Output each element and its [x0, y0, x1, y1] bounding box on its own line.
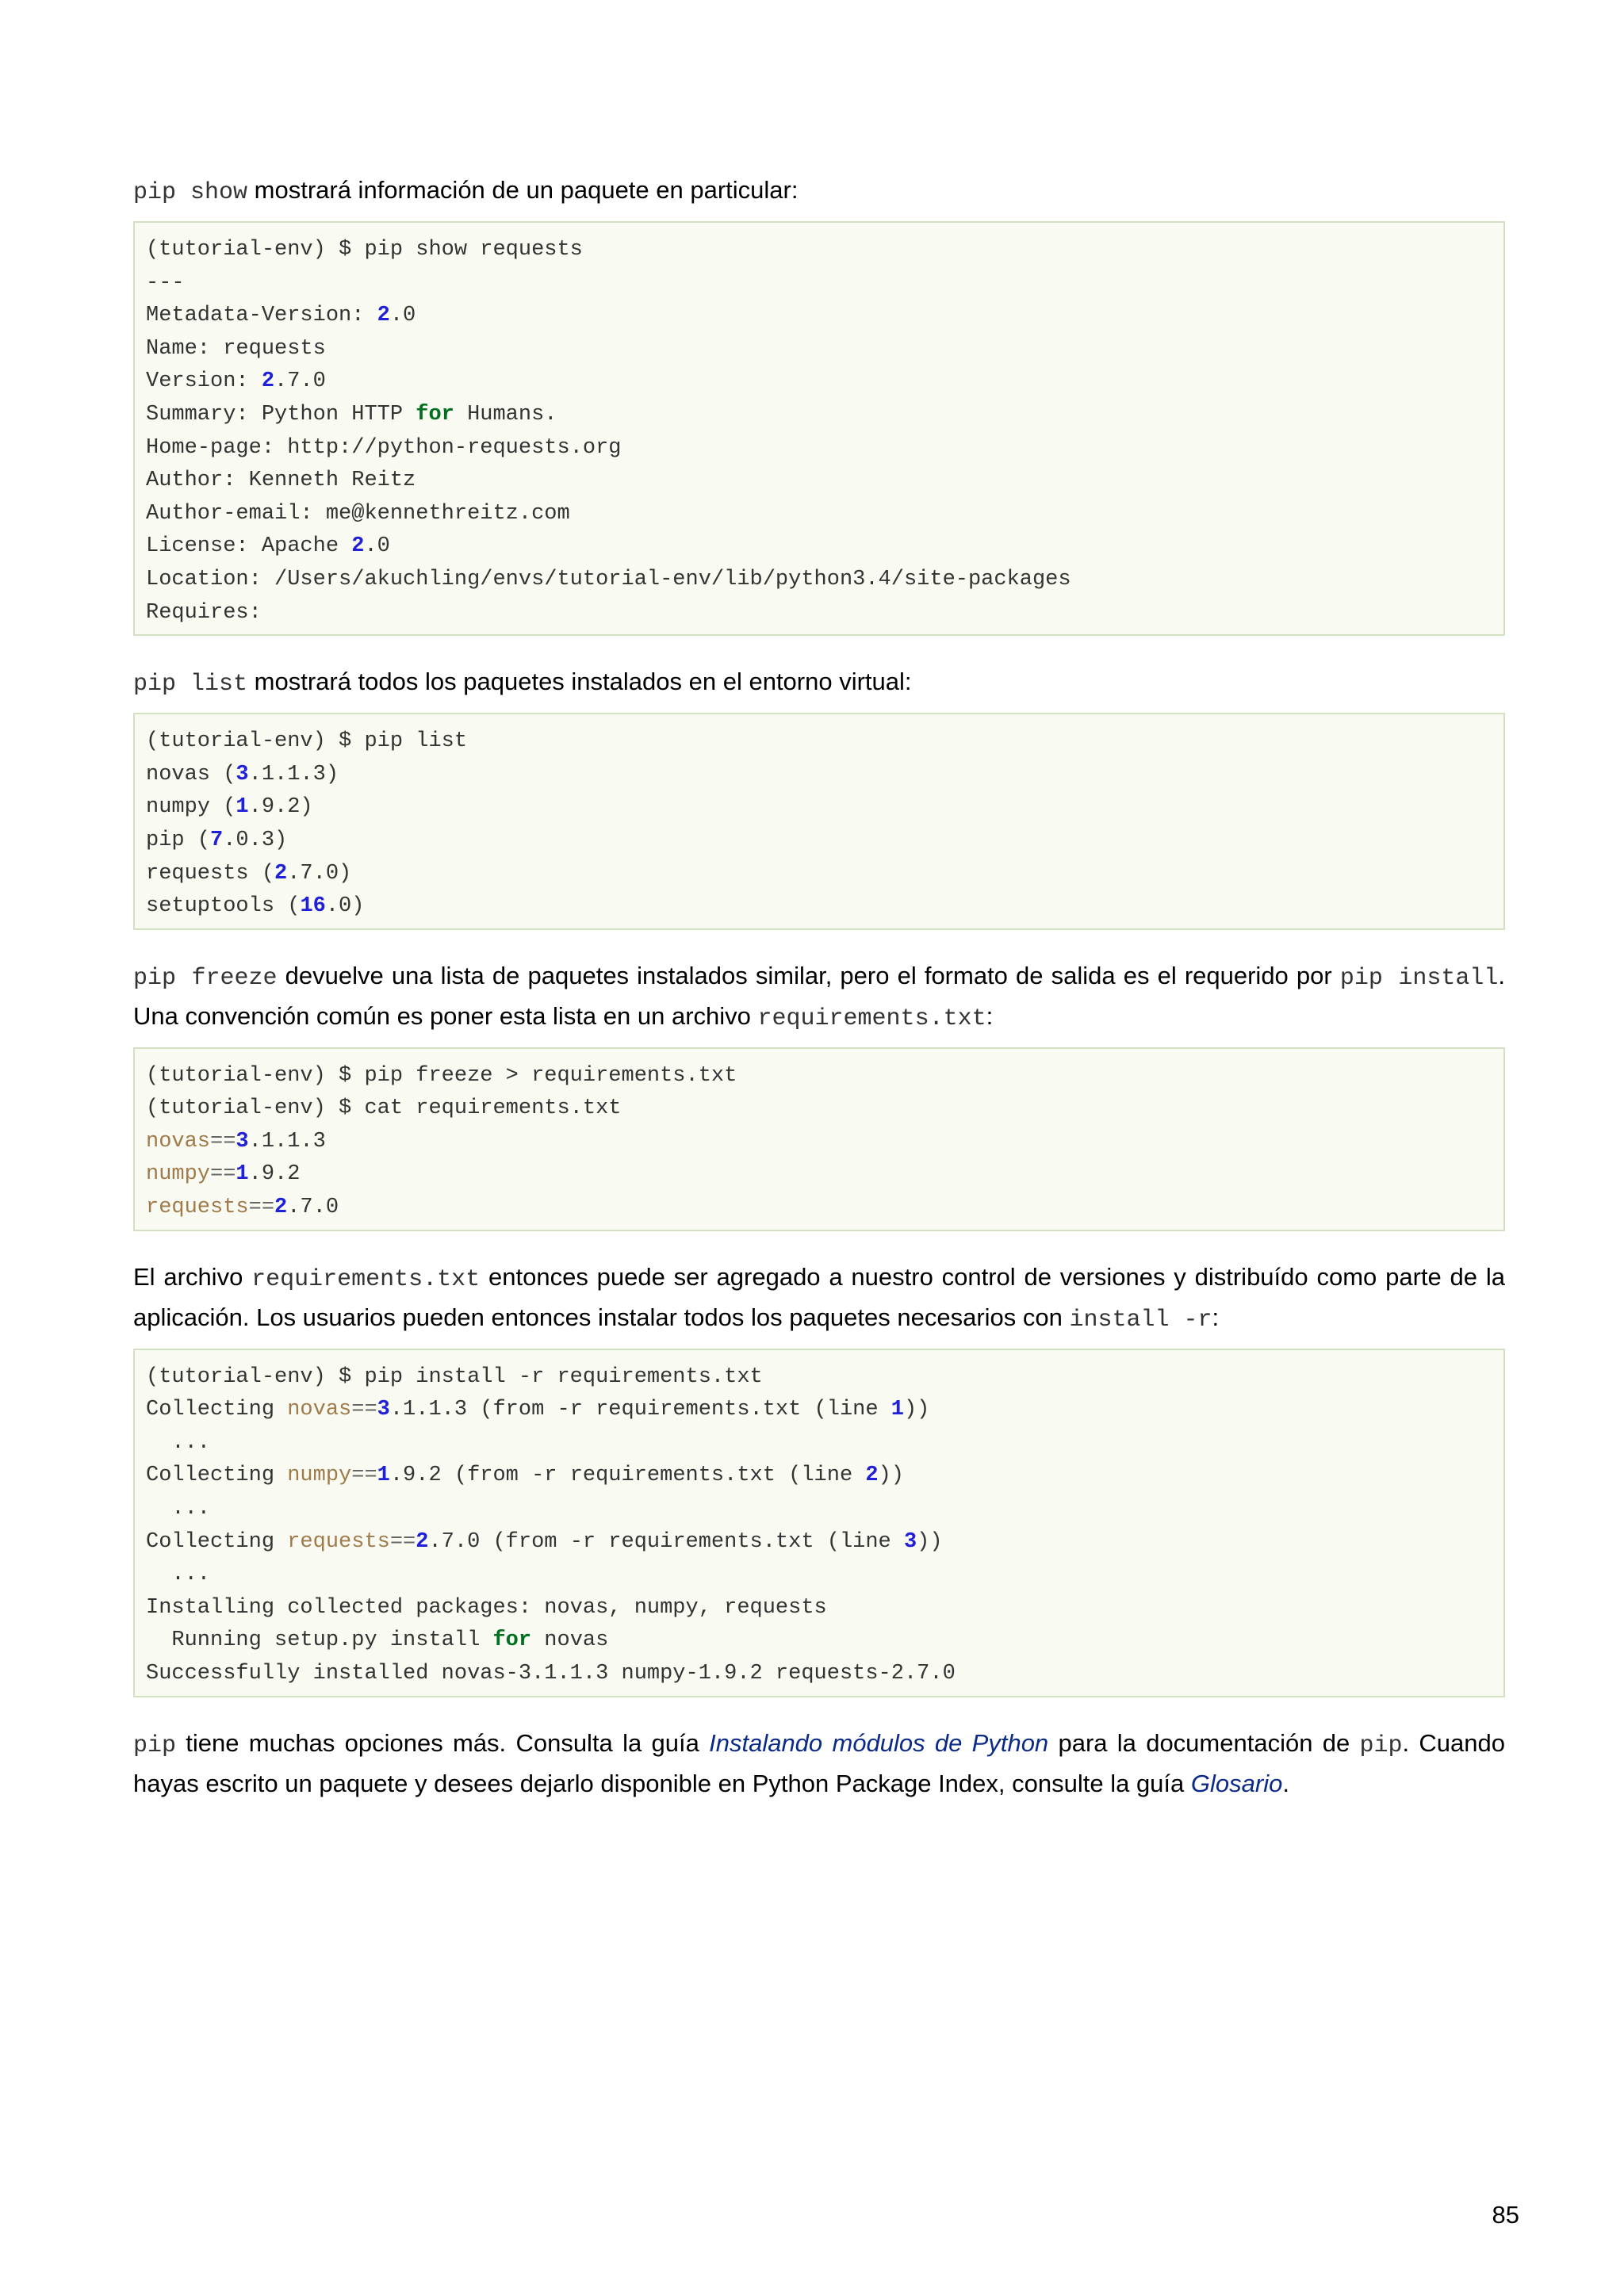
code-token: 3	[377, 1398, 390, 1422]
code-token: for	[492, 1628, 532, 1653]
code-line	[146, 791, 1494, 825]
code-token: ==	[210, 1129, 236, 1154]
code-line	[146, 498, 1494, 531]
code-token: ))	[903, 1398, 930, 1422]
code-token: Summary: Python HTTP	[146, 402, 416, 427]
code-line	[146, 597, 1494, 630]
code-token: ...	[146, 1430, 211, 1455]
paragraph-text: .	[1282, 1769, 1289, 1797]
code-token: ==	[389, 1529, 416, 1554]
code-token: Running setup.py install	[146, 1628, 493, 1653]
code-block-pip-freeze	[133, 1047, 1505, 1231]
inline-code: pip show	[133, 179, 248, 206]
code-token: Collecting	[146, 1529, 288, 1554]
code-token: 1	[377, 1464, 390, 1488]
code-line	[146, 399, 1494, 432]
code-token: novas	[531, 1628, 609, 1653]
paragraph-text: devuelve una lista de paquetes instalados similar, pero el formato de salida es el requerido por	[277, 961, 1340, 989]
code-token: requests	[287, 1529, 390, 1554]
code-token: Author-email: me@kennethreitz.com	[146, 501, 570, 526]
code-token: numpy	[287, 1464, 352, 1488]
code-token: License: Apache	[146, 534, 352, 559]
code-line	[146, 1493, 1494, 1526]
code-token: Requires:	[146, 600, 262, 625]
code-line	[146, 432, 1494, 465]
code-line	[146, 1526, 1494, 1559]
code-token: ==	[351, 1398, 377, 1422]
code-token: Version:	[146, 369, 262, 394]
code-token: 16	[300, 894, 326, 919]
inline-code: requirements.txt	[251, 1265, 481, 1293]
document-page	[133, 171, 1505, 1803]
doc-link[interactable]: Instalando módulos de Python	[709, 1728, 1049, 1757]
code-token: requests	[146, 1196, 249, 1220]
code-token: ...	[146, 1497, 211, 1521]
inline-code: pip	[1359, 1732, 1403, 1759]
code-token: 7	[210, 828, 224, 852]
paragraph-text: tiene muchas opciones más. Consulta la guía	[176, 1728, 710, 1757]
inline-code: pip install	[1339, 964, 1499, 992]
code-token: 2	[377, 304, 390, 328]
inline-code: install -r	[1069, 1306, 1212, 1334]
inline-code: pip list	[133, 671, 248, 698]
paragraph-text: . Una convención común es poner esta lista en un archivo	[133, 961, 1505, 1030]
paragraph-text: para la documentación de	[1048, 1728, 1360, 1757]
code-token: pip (	[146, 828, 211, 852]
code-token: novas	[287, 1398, 352, 1422]
paragraph-text: El archivo	[133, 1262, 252, 1291]
page-number: 85	[1492, 2201, 1519, 2229]
code-token: ))	[917, 1529, 943, 1554]
paragraph-pip-list	[133, 663, 1505, 703]
code-token: .9.2	[248, 1162, 301, 1187]
code-token: .7.0	[287, 1196, 339, 1220]
code-token: novas	[146, 1129, 211, 1154]
code-token: .1.1.3)	[248, 762, 339, 786]
code-token: Humans.	[454, 402, 557, 427]
inline-code: requirements.txt	[757, 1004, 986, 1032]
code-token: .9.2 (from -r requirements.txt (line	[389, 1464, 866, 1488]
code-token: .7.0 (from -r requirements.txt (line	[428, 1529, 904, 1554]
code-token: .0)	[325, 894, 365, 919]
code-line	[146, 300, 1494, 333]
code-token: 2	[274, 1196, 288, 1220]
code-line	[146, 825, 1494, 858]
code-token: 2	[351, 534, 365, 559]
code-token: Installing collected packages: novas, numpy, requests	[146, 1595, 827, 1620]
code-token: Metadata-Version:	[146, 304, 377, 328]
code-line	[146, 234, 1494, 267]
code-block-pip-show	[133, 221, 1505, 636]
code-line	[146, 564, 1494, 597]
code-token: requests (	[146, 861, 275, 886]
code-token: 2	[261, 369, 275, 394]
code-token: Home-page: http://python-requests.org	[146, 435, 622, 460]
paragraph-text: mostrará información de un paquete en particular:	[247, 176, 799, 204]
code-line	[146, 530, 1494, 564]
paragraph-text: mostrará todos los paquetes instalados en el entorno virtual:	[247, 668, 912, 696]
code-line	[146, 1060, 1494, 1093]
code-token: ==	[351, 1464, 377, 1488]
code-token: Author: Kenneth Reitz	[146, 469, 416, 493]
code-token: novas (	[146, 762, 236, 786]
code-token: 1	[236, 795, 249, 820]
code-token: .1.1.3	[248, 1129, 326, 1154]
code-token: .7.0	[274, 369, 326, 394]
code-line	[146, 1658, 1494, 1691]
paragraph-text: :	[986, 1001, 994, 1030]
paragraph-more-options	[133, 1724, 1505, 1803]
code-token: ...	[146, 1563, 211, 1587]
code-token: numpy (	[146, 795, 236, 820]
paragraph-pip-show	[133, 171, 1505, 212]
code-line	[146, 1427, 1494, 1460]
code-line	[146, 465, 1494, 498]
code-token: 1	[236, 1162, 249, 1187]
paragraph-text: entonces puede ser agregado a nuestro control de versiones y distribuído como parte de la aplicación. Los usuarios pueden entonces instalar todos los paquetes necesarios con	[133, 1262, 1505, 1331]
code-token: Collecting	[146, 1464, 288, 1488]
code-line	[146, 1158, 1494, 1192]
code-token: .0.3)	[223, 828, 288, 852]
code-token: 3	[236, 762, 249, 786]
code-token: .0	[364, 534, 390, 559]
code-block-pip-list	[133, 713, 1505, 930]
code-token: Name: requests	[146, 336, 326, 361]
code-token: Location: /Users/akuchling/envs/tutorial-env/lib/python3.4/site-packages	[146, 567, 1071, 591]
code-line	[146, 1361, 1494, 1395]
code-token: 2	[416, 1529, 429, 1554]
code-line	[146, 759, 1494, 792]
code-token: (tutorial-env) $ pip show requests	[146, 238, 583, 262]
code-token: .9.2)	[248, 795, 313, 820]
code-token: ==	[210, 1162, 236, 1187]
code-token: 3	[903, 1529, 917, 1554]
code-token: setuptools (	[146, 894, 301, 919]
code-token: Successfully installed novas-3.1.1.3 numpy-1.9.2 requests-2.7.0	[146, 1662, 956, 1686]
code-line	[146, 725, 1494, 759]
paragraph-text: :	[1212, 1303, 1220, 1331]
code-token: 2	[865, 1464, 879, 1488]
code-token: numpy	[146, 1162, 211, 1187]
code-line	[146, 1624, 1494, 1658]
code-line	[146, 365, 1494, 399]
paragraph-requirements-file	[133, 1258, 1505, 1339]
code-token: (tutorial-env) $ cat requirements.txt	[146, 1096, 622, 1121]
paragraph-text: . Cuando hayas escrito un paquete y desees dejarlo disponible en Python Package Index, consulte la guía	[133, 1728, 1505, 1797]
code-line	[146, 1192, 1494, 1225]
code-token: Collecting	[146, 1398, 288, 1422]
code-line	[146, 1460, 1494, 1493]
code-block-pip-install-r	[133, 1349, 1505, 1697]
code-token: 1	[891, 1398, 904, 1422]
code-line	[146, 890, 1494, 924]
code-token: 3	[236, 1129, 249, 1154]
code-token: (tutorial-env) $ pip freeze > requirements.txt	[146, 1063, 737, 1088]
code-token: for	[416, 402, 454, 427]
code-token: (tutorial-env) $ pip list	[146, 729, 468, 754]
code-line	[146, 1559, 1494, 1592]
paragraph-pip-freeze	[133, 957, 1505, 1038]
code-line	[146, 1394, 1494, 1427]
code-line	[146, 333, 1494, 366]
code-token: .1.1.3 (from -r requirements.txt (line	[389, 1398, 891, 1422]
code-line	[146, 267, 1494, 300]
code-token: (tutorial-env) $ pip install -r requirements.txt	[146, 1364, 763, 1389]
code-token: ---	[146, 270, 185, 295]
code-token: ==	[248, 1196, 275, 1220]
code-token: .0	[389, 304, 416, 328]
doc-link[interactable]: Glosario	[1190, 1769, 1283, 1797]
inline-code: pip freeze	[133, 964, 278, 992]
code-line	[146, 1126, 1494, 1159]
code-line	[146, 858, 1494, 891]
code-line	[146, 1592, 1494, 1625]
code-token: ))	[878, 1464, 904, 1488]
code-token: .7.0)	[287, 861, 352, 886]
inline-code: pip	[133, 1732, 177, 1759]
code-token: 2	[274, 861, 288, 886]
code-line	[146, 1093, 1494, 1126]
